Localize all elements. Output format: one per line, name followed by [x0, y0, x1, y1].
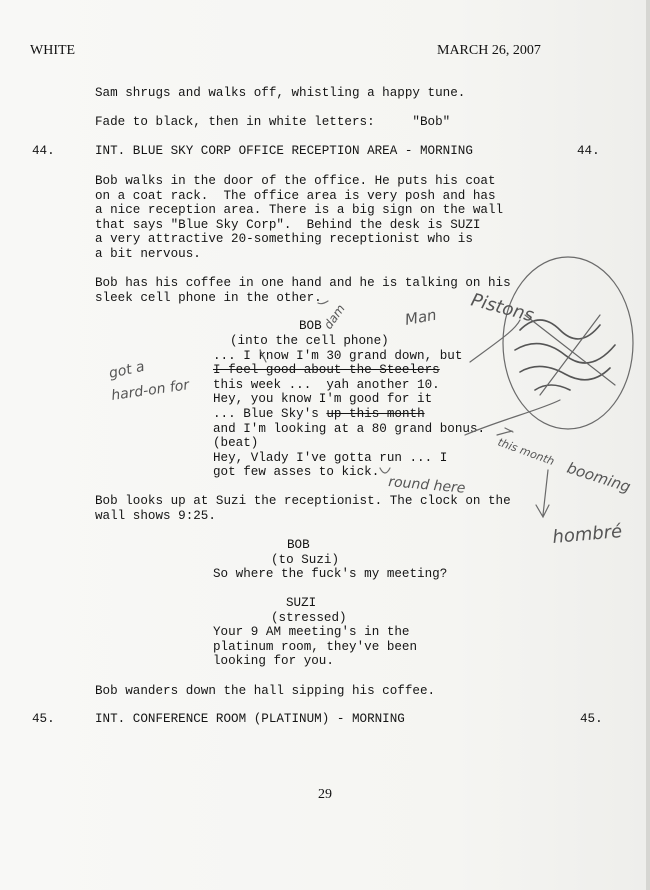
handwritten-note: round here	[387, 474, 467, 497]
scribble-cross	[525, 315, 615, 395]
dialogue-fragment-struck: up this month	[326, 407, 425, 421]
dialogue-line: platinum room, they've been	[213, 639, 418, 654]
scene-heading: INT. CONFERENCE ROOM (PLATINUM) - MORNING	[95, 712, 405, 726]
scribble	[515, 320, 615, 390]
arrowhead	[497, 428, 513, 435]
dialogue-line: So where the fuck's my meeting?	[213, 567, 448, 582]
character-name: SUZI	[286, 596, 317, 610]
action-line: that says "Blue Sky Corp". Behind the desk is SUZI	[95, 217, 481, 232]
handwritten-note: hombré	[551, 520, 624, 548]
header-date: MARCH 26, 2007	[437, 43, 541, 58]
header-left: WHITE	[30, 43, 76, 58]
action-line: a very attractive 20-something receptionist who is	[95, 232, 473, 247]
dialogue-fragment: ... Blue Sky's	[213, 407, 327, 421]
caret-mark	[318, 301, 328, 304]
character-name: BOB	[299, 319, 322, 333]
annotation-arrow	[536, 470, 549, 517]
dialogue-line: got few asses to kick.	[213, 465, 380, 480]
parenthetical: (into the cell phone)	[230, 334, 389, 348]
annotation-arrow	[470, 320, 520, 362]
parenthetical: (to Suzi)	[271, 552, 340, 567]
handwritten-note: dam	[320, 301, 348, 332]
handwritten-note: Pistons	[468, 289, 537, 327]
action-line: Bob has his coffee in one hand and he is talking on his	[95, 276, 511, 290]
scene-number-left: 45.	[32, 712, 55, 726]
handwritten-note: booming	[564, 458, 633, 497]
parenthetical: (stressed)	[271, 610, 347, 625]
action-line: wall shows 9:25.	[95, 508, 216, 523]
page-number: 29	[318, 787, 332, 802]
handwritten-note: hard-on for	[110, 377, 191, 404]
action-line: Bob looks up at Suzi the receptionist. The clock on the	[95, 494, 511, 508]
scene-number-right: 44.	[577, 144, 600, 158]
action-line: Fade to black, then in white letters: "Bob"	[95, 115, 451, 129]
action-line: Sam shrugs and walks off, whistling a happy tune.	[95, 86, 466, 100]
action-line: on a coat rack. The office area is very posh and has	[95, 188, 496, 203]
handwritten-note: this month	[495, 435, 557, 469]
action-line: a nice reception area. There is a big sign on the wall	[95, 203, 504, 218]
annotation-arrow	[465, 400, 560, 435]
dialogue-line: Your 9 AM meeting's in the	[213, 625, 410, 640]
dialogue-line: looking for you.	[213, 654, 334, 669]
caret-mark	[260, 350, 266, 362]
action-line: a bit nervous.	[95, 247, 201, 261]
dialogue-line-struck: I feel good about the Steelers	[213, 363, 440, 378]
dialogue-beat: (beat)	[213, 436, 259, 451]
dialogue-line: and I'm looking at a 80 grand bonus.	[213, 421, 486, 436]
caret-mark	[380, 468, 390, 473]
dialogue-line: this week ... yah another 10.	[213, 377, 440, 392]
dialogue-line: Hey, Vlady I've gotta run ... I	[213, 450, 448, 465]
action-line: Bob wanders down the hall sipping his coffee.	[95, 684, 436, 698]
dialogue-line: Hey, you know I'm good for it	[213, 392, 433, 407]
handwritten-note: Man	[403, 305, 438, 329]
circle-scribble	[503, 257, 633, 429]
handwritten-note: got a	[107, 358, 147, 382]
action-line: sleek cell phone in the other.	[95, 290, 322, 305]
scene-number-left: 44.	[32, 144, 55, 158]
character-name: BOB	[287, 538, 310, 552]
action-line: Bob walks in the door of the office. He puts his coat	[95, 174, 496, 188]
dialogue-line: ... I know I'm 30 grand down, but	[213, 348, 463, 363]
scene-heading: INT. BLUE SKY CORP OFFICE RECEPTION AREA - MORNING	[95, 144, 473, 158]
scene-number-right: 45.	[580, 712, 603, 726]
